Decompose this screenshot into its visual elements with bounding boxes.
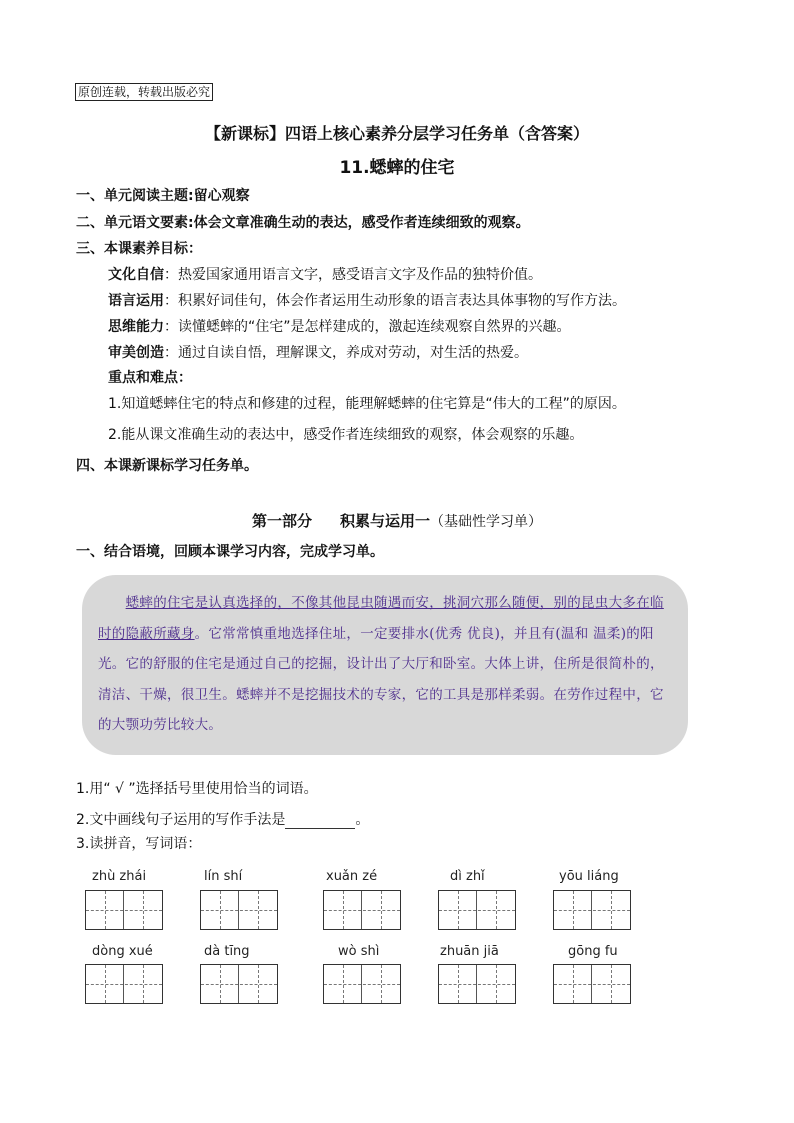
- pinyin-label: zhuān jiā: [440, 944, 499, 959]
- goal-label: 审美创造: [108, 345, 164, 361]
- pinyin-label: dà tīng: [204, 944, 250, 959]
- part-heading: [0, 510, 794, 531]
- copyright-stamp: 原创连载，转载出版必究: [75, 83, 213, 101]
- goal-label: 思维能力: [108, 319, 164, 335]
- pinyin-label: lín shí: [204, 869, 243, 884]
- pinyin-label: dòng xué: [92, 944, 153, 959]
- key-point-1: 1.知道蟋蟀住宅的特点和修建的过程，能理解蟋蟀的住宅算是“伟大的工程”的原因。: [108, 396, 626, 412]
- goal-text: ：通过自读自悟，理解课文，养成对劳动，对生活的热爱。: [164, 345, 528, 361]
- writing-grid[interactable]: [323, 890, 401, 930]
- part-note: （基础性学习单）: [430, 514, 543, 530]
- question-2-end: 。: [355, 812, 370, 828]
- writing-grid[interactable]: [553, 890, 631, 930]
- writing-grid[interactable]: [553, 964, 631, 1004]
- pinyin-label: xuǎn zé: [326, 869, 378, 884]
- goal-aesthetic: [108, 342, 528, 362]
- writing-grid[interactable]: [85, 964, 163, 1004]
- section-4: 四、本课新课标学习任务单。: [76, 458, 258, 474]
- key-points-label: 重点和难点：: [108, 370, 192, 386]
- goal-label: 语言运用: [108, 293, 164, 309]
- passage-text: [98, 588, 676, 741]
- question-3: 3.读拼音，写词语：: [76, 836, 202, 852]
- writing-grid[interactable]: [438, 890, 516, 930]
- lesson-title: 11.蟋蟀的住宅: [339, 158, 455, 178]
- writing-grid[interactable]: [200, 964, 278, 1004]
- goal-text: ：积累好词佳句，体会作者运用生动形象的语言表达具体事物的写作方法。: [164, 293, 626, 309]
- writing-grid[interactable]: [323, 964, 401, 1004]
- pinyin-label: gōng fu: [568, 944, 618, 959]
- section-3: 三、本课素养目标：: [76, 241, 202, 257]
- page-title: 【新课标】四语上核心素养分层学习任务单（含答案）: [204, 124, 589, 143]
- goal-text: ：热爱国家通用语言文字，感受语言文字及作品的独特价值。: [164, 267, 542, 283]
- pinyin-label: dì zhǐ: [450, 869, 485, 884]
- goal-thinking: [108, 316, 571, 336]
- underlined-sentence: 蟋蟀的住宅是认真选择的，不像其他昆虫随遇而安，挑洞穴那么随便，别的昆虫大多在临时的隐蔽所藏身: [98, 595, 664, 642]
- question-1: 1.用“ √ ”选择括号里使用恰当的词语。: [76, 781, 318, 797]
- pinyin-label: wò shì: [338, 944, 380, 959]
- pinyin-label: yōu liáng: [559, 869, 619, 884]
- goal-label: 文化自信: [108, 267, 164, 283]
- answer-blank[interactable]: [285, 814, 355, 829]
- goal-language: [108, 290, 626, 310]
- section-2: 二、单元语文要素:体会文章准确生动的表达，感受作者连续细致的观察。: [76, 215, 530, 231]
- writing-grid[interactable]: [200, 890, 278, 930]
- question-2: [76, 809, 369, 829]
- task-1-heading: 一、结合语境，回顾本课学习内容，完成学习单。: [76, 544, 384, 560]
- section-1: 一、单元阅读主题:留心观察: [76, 188, 250, 204]
- goal-text: ：读懂蟋蟀的“住宅”是怎样建成的，激起连续观察自然界的兴趣。: [164, 319, 571, 335]
- pinyin-label: zhù zhái: [92, 869, 147, 884]
- passage-rest: 。它常常慎重地选择住址，一定要排水(优秀 优良)，并且有(温和 温柔)的阳光。它的舒服的住宅是通过自己的挖掘，设计出了大厅和卧室。大体上讲，住所是很简朴的，清洁、干燥，很卫生。蟋蟀并不是挖掘技术的专家，它的工具是那样柔弱。在劳作过程中，它的大颚功劳比较大。: [98, 625, 664, 733]
- part-name: 积累与运用一: [340, 512, 431, 530]
- part-label: 第一部分: [251, 512, 312, 530]
- question-2-text: 2.文中画线句子运用的写作手法是: [76, 812, 286, 828]
- writing-grid[interactable]: [438, 964, 516, 1004]
- goal-culture: [108, 264, 542, 284]
- writing-grid[interactable]: [85, 890, 163, 930]
- key-point-2: 2.能从课文准确生动的表达中，感受作者连续细致的观察，体会观察的乐趣。: [108, 427, 584, 443]
